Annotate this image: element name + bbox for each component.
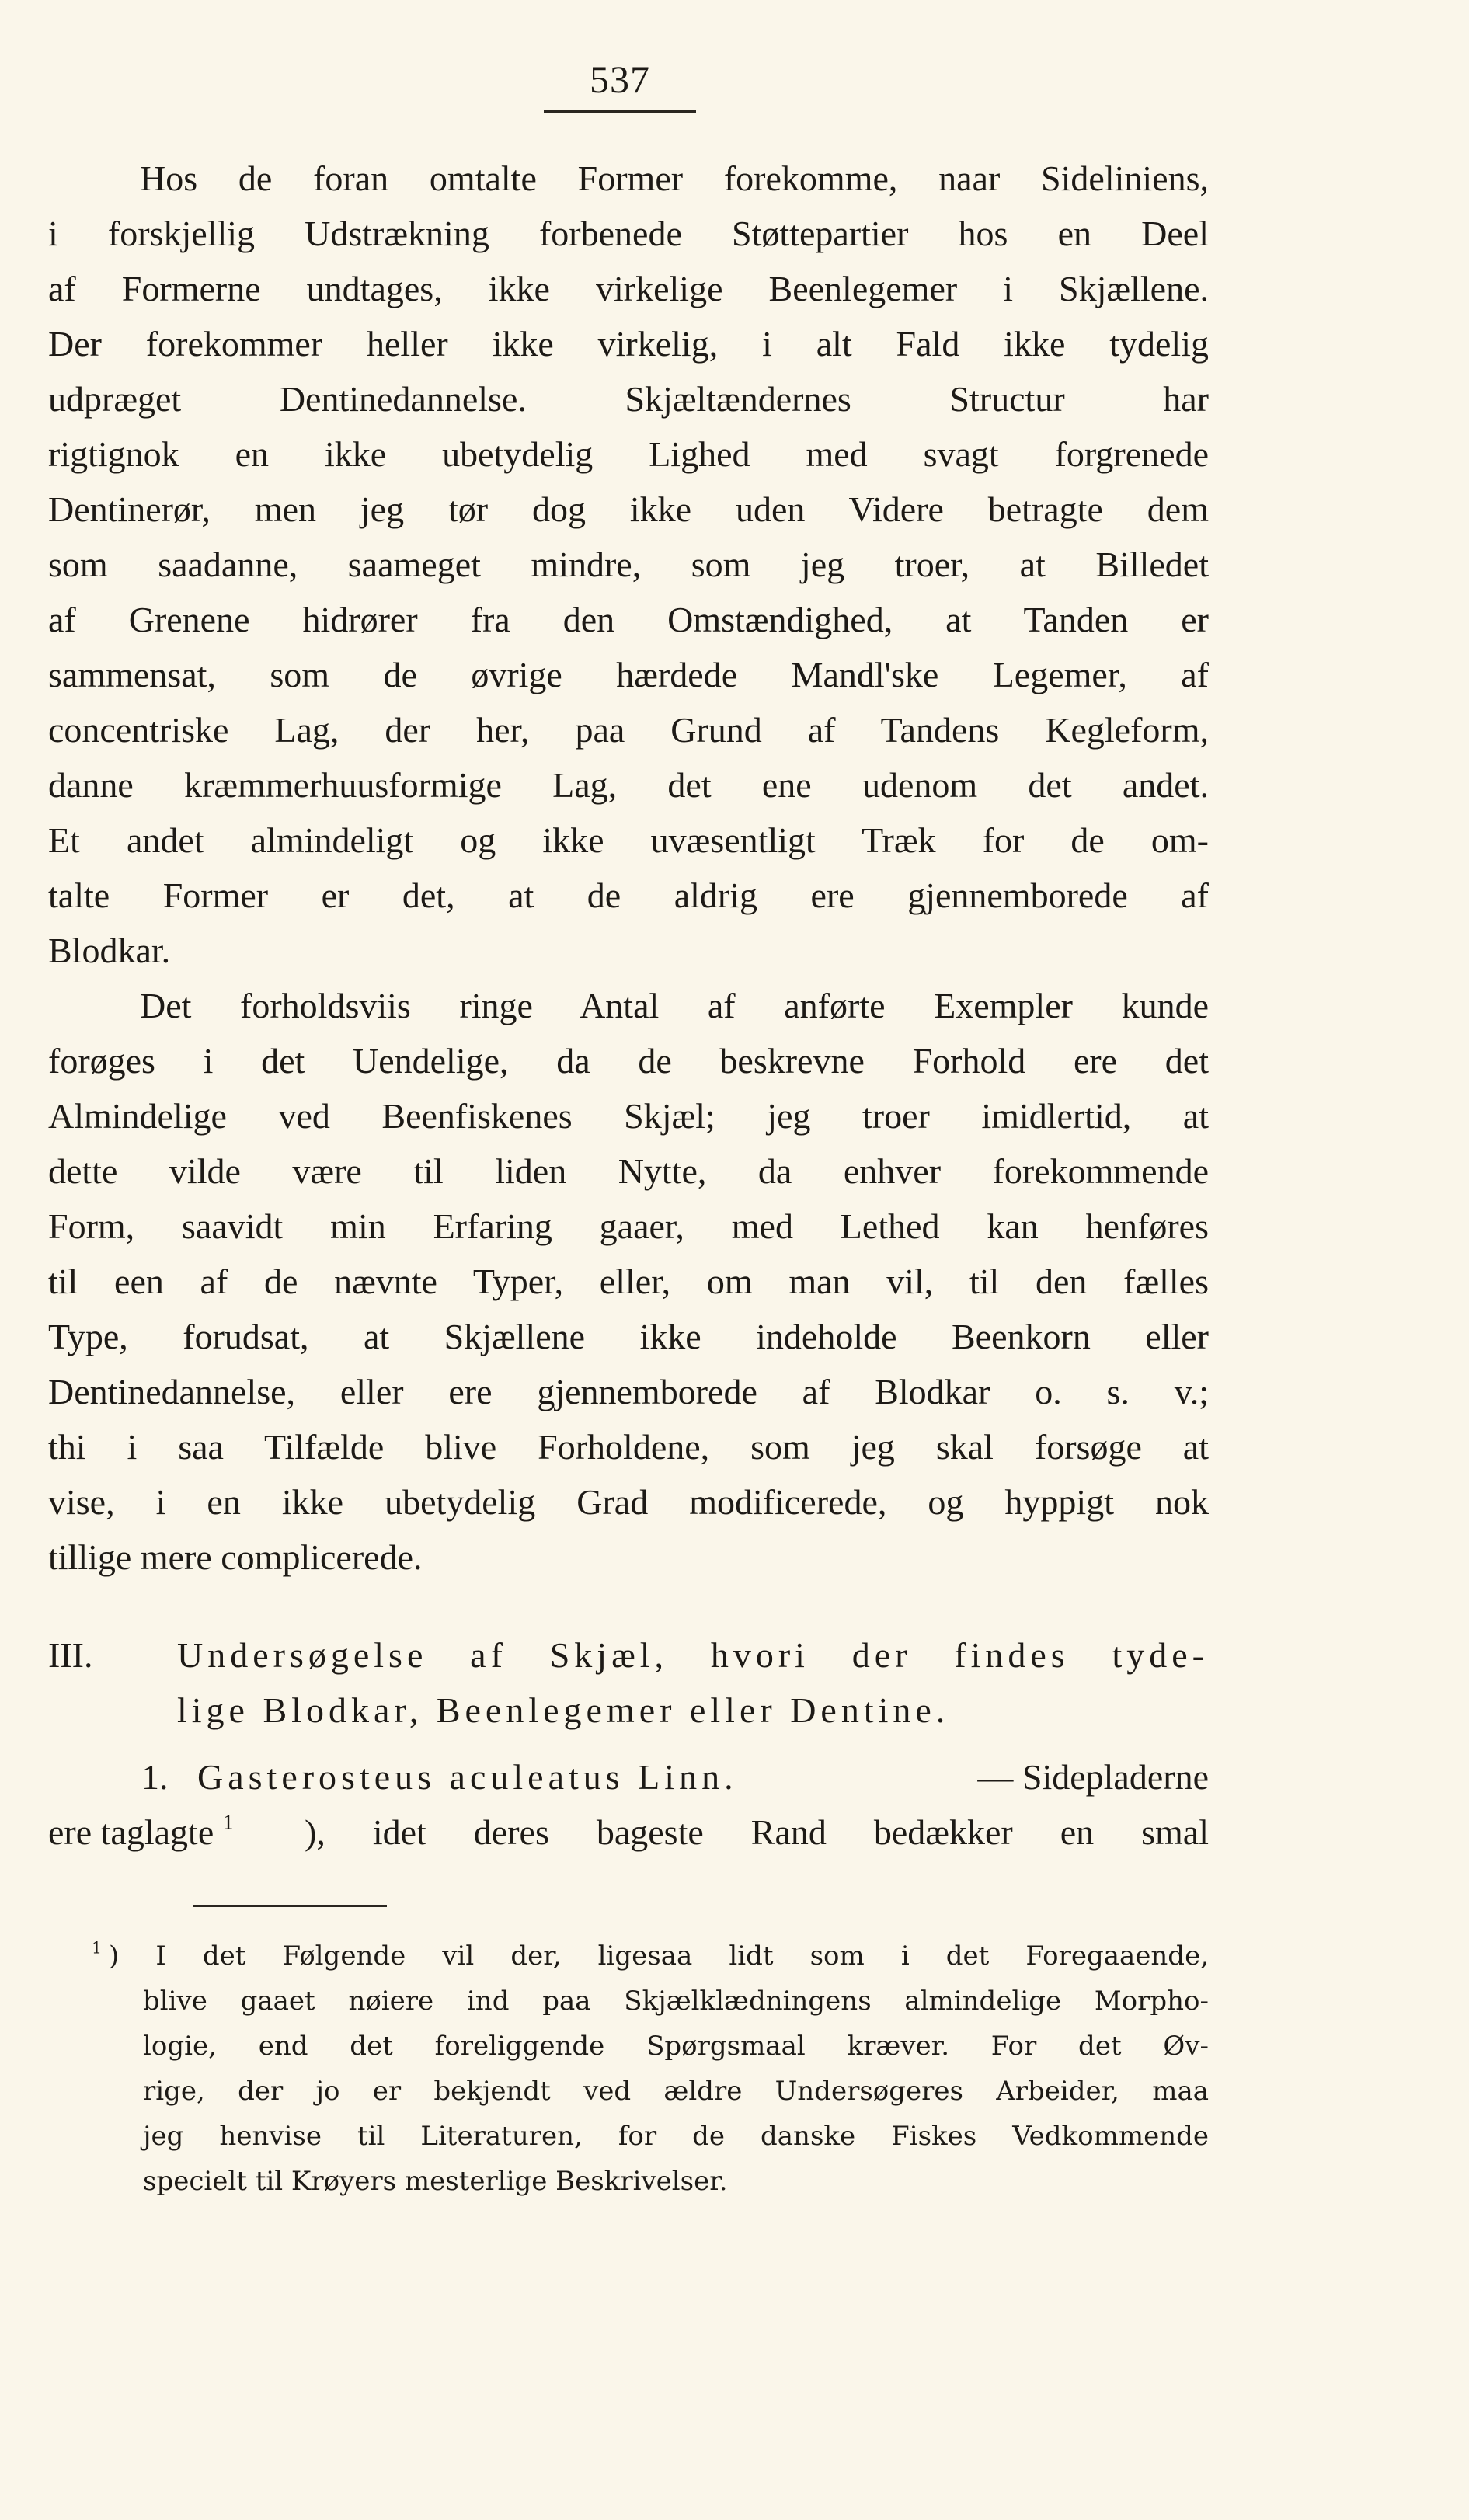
body-line: danne kræmmerhuusformige Lag, det ene udenom det andet. bbox=[48, 765, 1209, 805]
species-text: ), idet deres bageste Rand bedækker en smal bbox=[305, 1812, 1209, 1852]
footnote-line: jeg henvise til Literaturen, for de danske Fiskes Vedkommende bbox=[143, 2121, 1209, 2152]
body-line: Et andet almindeligt og ikke uvæsentligt Træk for de om- bbox=[48, 820, 1209, 860]
section-heading: Undersøgelse af Skjæl, hvori der findes tyde- bbox=[177, 1635, 1209, 1675]
body-line: Dentinerør, men jeg tør dog ikke uden Videre betragte dem bbox=[48, 489, 1209, 529]
body-line: Hos de foran omtalte Former forekomme, naar Sideliniens, bbox=[140, 158, 1209, 198]
species-name: Gasterosteus aculeatus Linn. bbox=[197, 1757, 738, 1797]
section-heading: lige Blodkar, Beenlegemer eller Dentine. bbox=[177, 1690, 950, 1730]
body-line: udpræget Dentinedannelse. Skjæltændernes Structur har bbox=[48, 379, 1209, 419]
body-line: dette vilde være til liden Nytte, da enhver forekommende bbox=[48, 1151, 1209, 1191]
body-line: vise, i en ikke ubetydelig Grad modificerede, og hyppigt nok bbox=[48, 1482, 1209, 1522]
body-line: Almindelige ved Beenfiskenes Skjæl; jeg troer imidlertid, at bbox=[48, 1096, 1209, 1136]
body-line: concentriske Lag, der her, paa Grund af Tandens Kegleform, bbox=[48, 710, 1209, 750]
body-line: i forskjellig Udstrækning forbenede Støttepartier hos en Deel bbox=[48, 214, 1209, 253]
footnote-line bbox=[92, 1939, 1209, 1973]
species-line bbox=[141, 1756, 1209, 1799]
footnote-line: rige, der jo er bekjendt ved ældre Undersøgeres Arbeider, maa bbox=[143, 2076, 1209, 2107]
body-line: af Formerne undtages, ikke virkelige Beenlegemer i Skjællene. bbox=[48, 269, 1209, 308]
footnote-marker: 1 bbox=[92, 1938, 102, 1958]
footnote-reference: 1 bbox=[222, 1809, 234, 1834]
body-line: sammensat, som de øvrige hærdede Mandl'ske Legemer, af bbox=[48, 655, 1209, 694]
page-number: 537 bbox=[590, 57, 650, 101]
section-numeral: III. bbox=[48, 1635, 93, 1675]
footnote-text: ) I det Følgende vil der, ligesaa lidt som i det Foregaaende, bbox=[109, 1940, 1209, 1972]
body-line: Det forholdsviis ringe Antal af anførte Exempler kunde bbox=[140, 986, 1209, 1025]
body-line: tillige mere complicerede. bbox=[48, 1537, 423, 1577]
footnote-line: logie, end det foreliggende Spørgsmaal kræver. For det Øv- bbox=[143, 2031, 1209, 2062]
body-line: forøges i det Uendelige, da de beskrevne Forhold ere det bbox=[48, 1041, 1209, 1081]
body-line: Blodkar. bbox=[48, 931, 171, 970]
page-number-rule bbox=[544, 110, 696, 113]
body-line: til een af de nævnte Typer, eller, om man vil, til den fælles bbox=[48, 1262, 1209, 1301]
species-line bbox=[48, 1811, 1209, 1854]
footnote-rule bbox=[193, 1905, 387, 1907]
footnote-line: specielt til Krøyers mesterlige Beskrivelser. bbox=[143, 2166, 728, 2197]
species-text: — Sidepladerne bbox=[977, 1757, 1209, 1797]
body-line: talte Former er det, at de aldrig ere gjennemborede af bbox=[48, 875, 1209, 915]
body-line: Dentinedannelse, eller ere gjennemborede af Blodkar o. s. v.; bbox=[48, 1372, 1209, 1411]
species-number: 1. bbox=[141, 1757, 169, 1797]
body-line: som saadanne, saameget mindre, som jeg troer, at Billedet bbox=[48, 545, 1209, 584]
body-line: af Grenene hidrører fra den Omstændighed, at Tanden er bbox=[48, 600, 1209, 639]
body-line: rigtignok en ikke ubetydelig Lighed med svagt forgrenede bbox=[48, 434, 1209, 474]
body-line: thi i saa Tilfælde blive Forholdene, som jeg skal forsøge at bbox=[48, 1427, 1209, 1467]
species-text: ere taglagte bbox=[48, 1812, 214, 1852]
body-line: Der forekommer heller ikke virkelig, i alt Fald ikke tydelig bbox=[48, 324, 1209, 364]
footnote-line: blive gaaet nøiere ind paa Skjælklædningens almindelige Morpho- bbox=[143, 1986, 1209, 2017]
body-line: Form, saavidt min Erfaring gaaer, med Lethed kan henføres bbox=[48, 1206, 1209, 1246]
body-line: Type, forudsat, at Skjællene ikke indeholde Beenkorn eller bbox=[48, 1317, 1209, 1356]
